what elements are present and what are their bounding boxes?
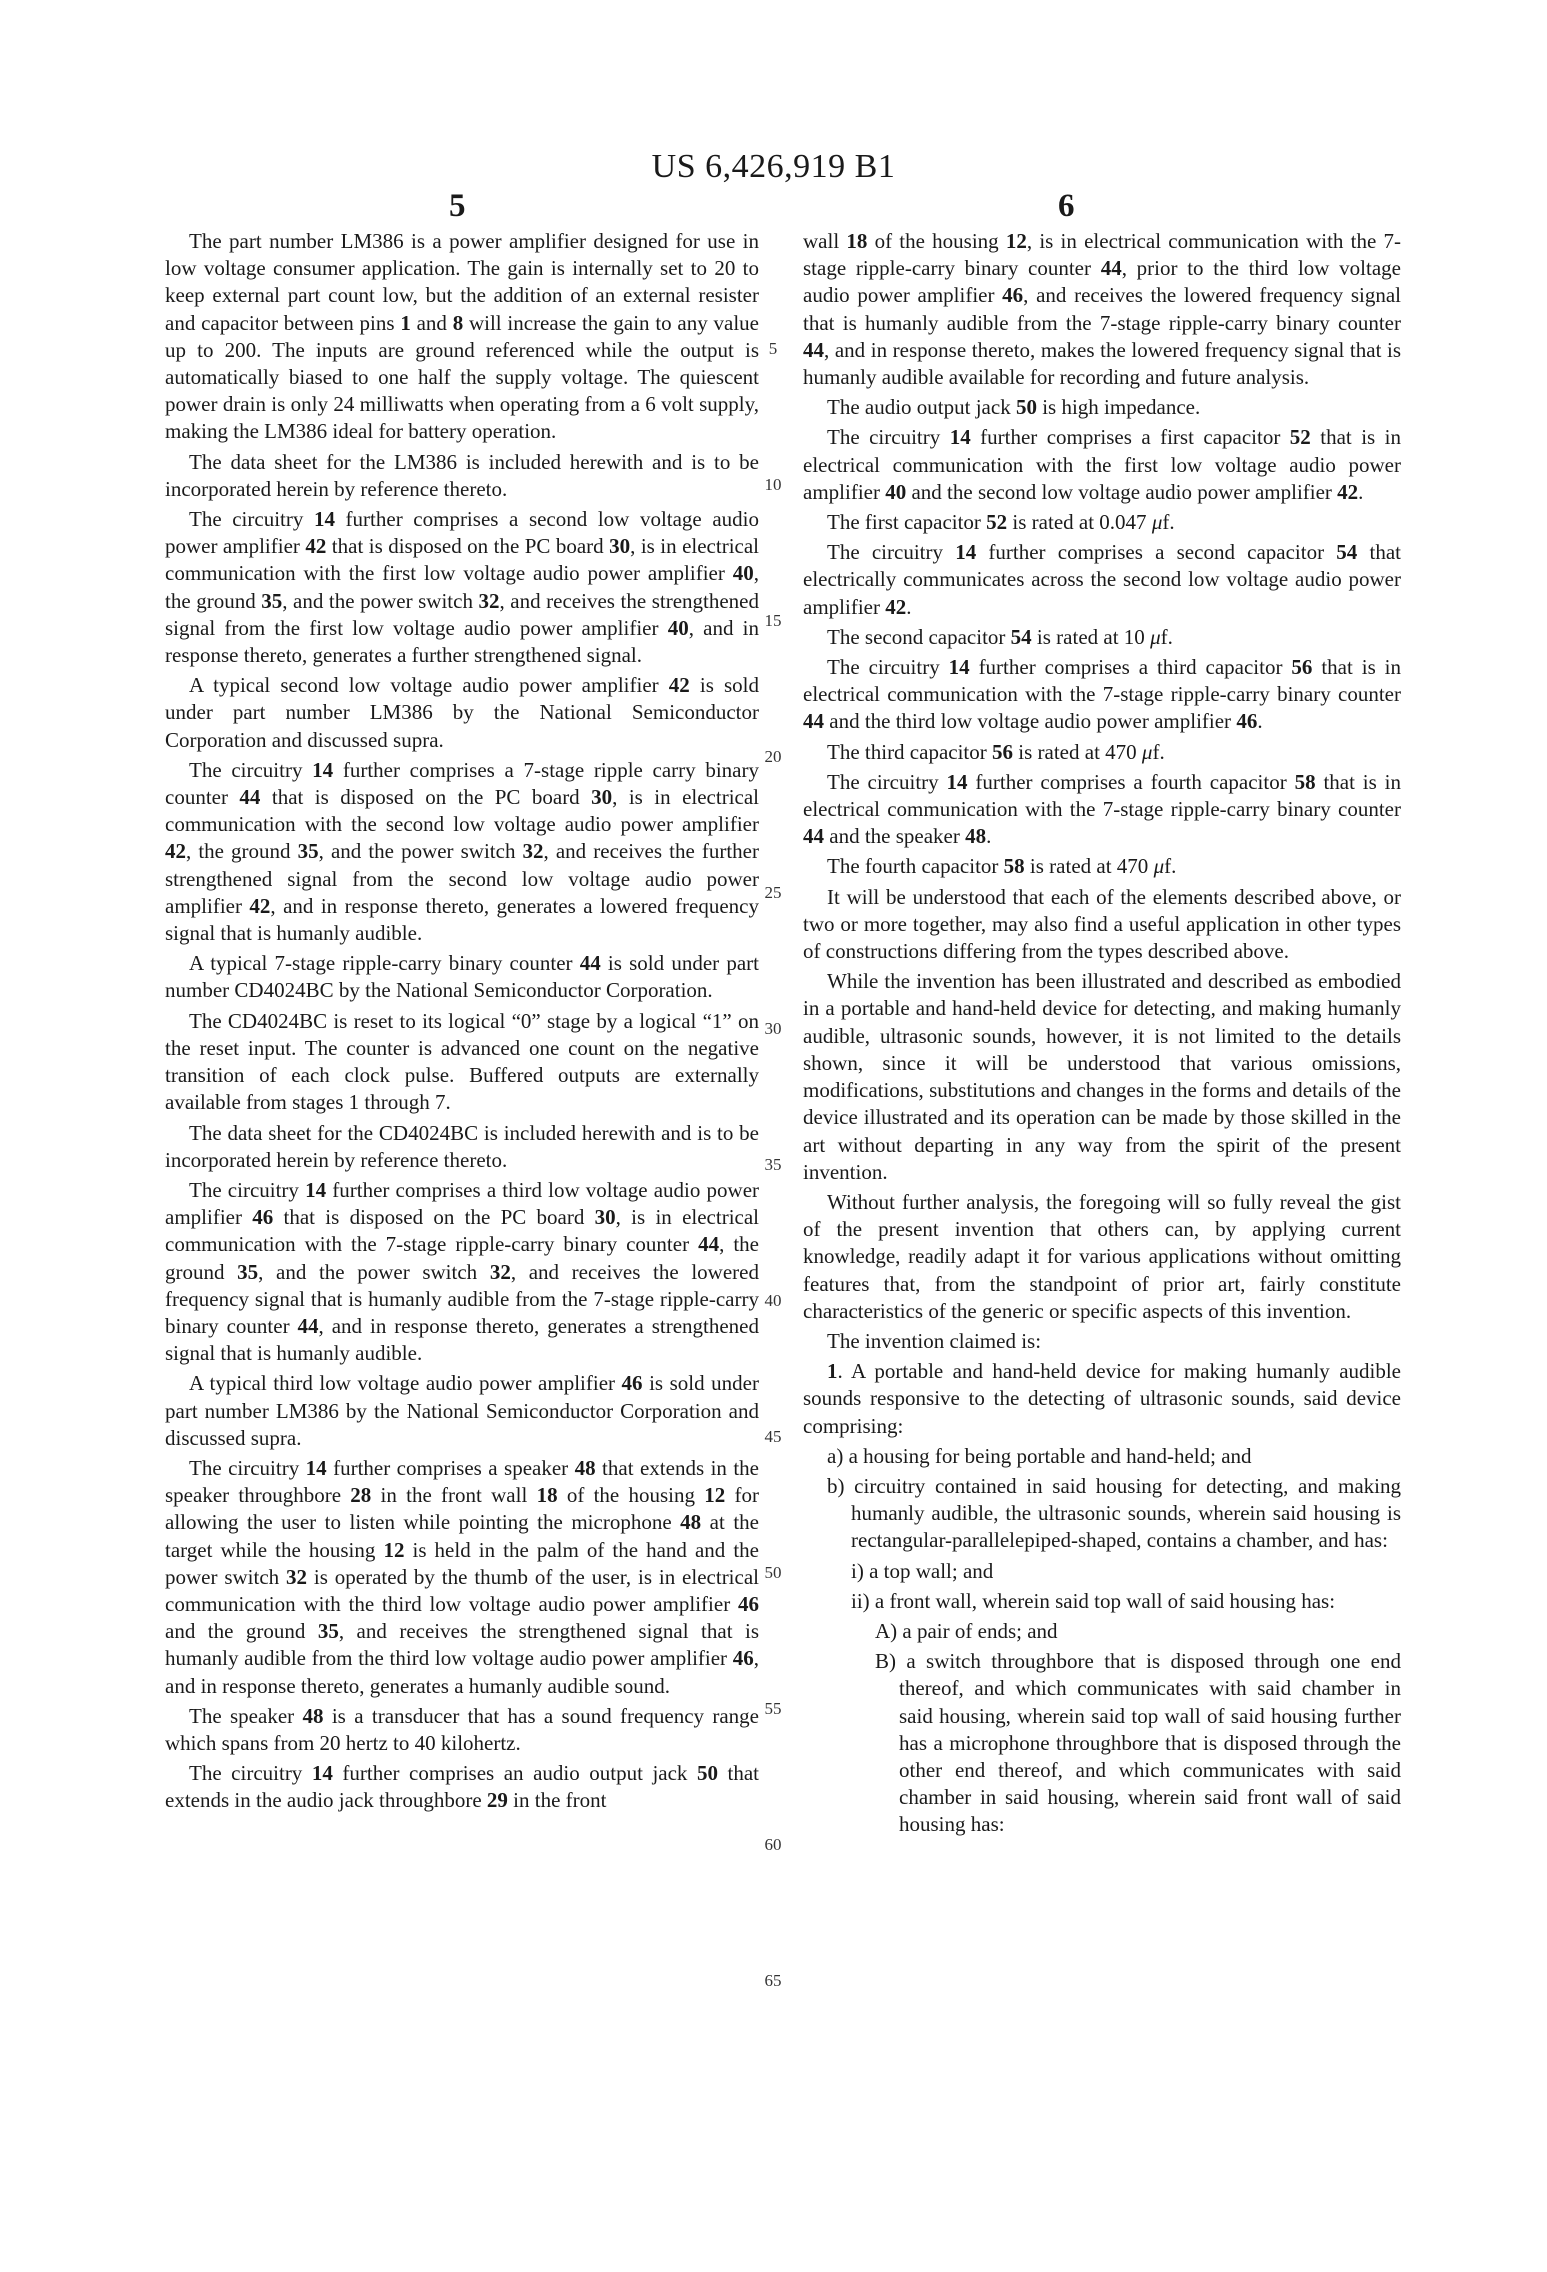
paragraph-r2: The audio output jack 50 is high impedance. [827,395,1201,420]
paragraph-p6: A typical 7-stage ripple-carry binary counter 44 is sold under part number CD4024BC by the National Semiconductor Corporation. [165,951,759,1003]
right-column [803,228,1401,1842]
paragraph-p7: The CD4024BC is reset to its logical “0” stage by a logical “1” on the reset input. The counter is advanced one count on the negative transition of each clock pulse. Buffered outputs are externally available from stages 1 through 7. [165,1008,759,1115]
paragraph-r10: The fourth capacitor 58 is rated at 470 μf. [827,854,1177,879]
left-column [165,228,759,1818]
paragraph-r14: The invention claimed is: [827,1328,1042,1353]
line-number: 60 [764,1834,782,1854]
paragraph-r9: The circuitry 14 further comprises a fourth capacitor 58 that is in electrical communication with the 7-stage ripple-carry binary counter 44 and the speaker 48. [803,769,1402,849]
paragraph-r15: 1. A portable and hand-held device for making humanly audible sounds responsive to the detecting of ultrasonic sounds, said device comprising: [803,1359,1401,1438]
line-number: 10 [764,474,782,494]
line-number: 25 [764,882,782,902]
paragraph-r4: The first capacitor 52 is rated at 0.047 μf. [827,510,1175,535]
line-number: 30 [764,1018,782,1038]
paragraph-r19: ii) a front wall, wherein said top wall of said housing has: [851,1588,1336,1613]
paragraph-r1: wall 18 of the housing 12, is in electrical communication with the 7-stage ripple-carry binary counter 44, prior to the third low voltage audio power amplifier 46, and receives the lowered frequency signal that is humanly audible from the 7-stage ripple-carry binary counter 44, and in response thereto, makes the lowered frequency signal that is humanly audible available for recording and future analysis. [803,229,1401,390]
paragraph-p4: A typical second low voltage audio power amplifier 42 is sold under part number LM386 by the National Semiconductor Corporation and discussed supra. [165,673,759,752]
paragraph-p8: The data sheet for the CD4024BC is included herewith and is to be incorporated herein by reference thereto. [165,1120,759,1172]
paragraph-r17: b) circuitry contained in said housing for detecting, and making humanly audible, the ultrasonic sounds, wherein said housing is rectangular-parallelepiped-shaped, contains a chamber, and has: [827,1473,1401,1553]
paragraph-r3: The circuitry 14 further comprises a first capacitor 52 that is in electrical communication with the first low voltage audio power amplifier 40 and the second low voltage audio power amplifier 42. [803,425,1401,504]
line-number: 50 [764,1562,782,1582]
paragraph-r20: A) a pair of ends; and [875,1618,1058,1643]
line-number: 5 [768,338,778,358]
line-number: 40 [764,1290,782,1310]
line-number: 65 [764,1970,782,1990]
paragraph-p3: The circuitry 14 further comprises a second low voltage audio power amplifier 42 that is disposed on the PC board 30, is in electrical communication with the first low voltage audio power amplifier 40, the ground 35, and the power switch 32, and receives the strengthened signal from the first low voltage audio power amplifier 40, and in response thereto, generates a further strengthened signal. [165,507,760,668]
paragraph-p2: The data sheet for the LM386 is included herewith and is to be incorporated herein by reference thereto. [165,449,759,501]
paragraph-p5: The circuitry 14 further comprises a 7-stage ripple carry binary counter 44 that is disposed on the PC board 30, is in electrical communication with the second low voltage audio power amplifier 42, the ground 35, and the power switch 32, and receives the further strengthened signal from the second low voltage audio power amplifier 42, and in response thereto, generates a lowered frequency signal that is humanly audible. [165,757,760,946]
paragraph-r16: a) a housing for being portable and hand-held; and [827,1443,1252,1468]
paragraph-p12: The speaker 48 is a transducer that has a sound frequency range which spans from 20 hertz to 40 kilohertz. [165,1703,759,1755]
line-number: 35 [764,1154,782,1174]
paragraph-p9: The circuitry 14 further comprises a third low voltage audio power amplifier 46 that is disposed on the PC board 30, is in electrical communication with the 7-stage ripple-carry binary counter 44, the ground 35, and the power switch 32, and receives the lowered frequency signal that is humanly audible from the 7-stage ripple-carry binary counter 44, and in response thereto, generates a strengthened signal that is humanly audible. [165,1177,760,1366]
paragraph-r8: The third capacitor 56 is rated at 470 μf. [827,739,1165,764]
line-number: 20 [764,746,782,766]
patent-number: US 6,426,919 B1 [651,148,896,185]
paragraph-p1: The part number LM386 is a power amplifier designed for use in low voltage consumer application. The gain is internally set to 20 to keep external part count low, but the addition of an external resister and capacitor between pins 1 and 8 will increase the gain to any value up to 200. The inputs are ground referenced while the output is automatically biased to one half the supply voltage. The quiescent power drain is only 24 milliwatts when operating from a 6 volt supply, making the LM386 ideal for battery operation. [165,229,759,444]
paragraph-r5: The circuitry 14 further comprises a second capacitor 54 that electrically communicates across the second low voltage audio power amplifier 42. [803,540,1401,619]
paragraph-r12: While the invention has been illustrated and described as embodied in a portable and hand-held device for detecting, and making humanly audible, ultrasonic sounds, however, it is not limited to the details shown, since it will be understood that various omissions, modifications, substitutions and changes in the forms and details of the device illustrated and its operation can be made by those skilled in the art without departing in any way from the spirit of the present invention. [803,969,1401,1184]
line-number: 55 [764,1698,782,1718]
paragraph-p13: The circuitry 14 further comprises an audio output jack 50 that extends in the audio jack throughbore 29 in the front [165,1761,759,1813]
paragraph-p11: The circuitry 14 further comprises a speaker 48 that extends in the speaker throughbore 28 in the front wall 18 of the housing 12 for allowing the user to listen while pointing the microphone 48 at the target while the housing 12 is held in the palm of the hand and the power switch 32 is operated by the thumb of the user, is in electrical communication with the third low voltage audio power amplifier 46 and the ground 35, and receives the strengthened signal that is humanly audible from the third low voltage audio power amplifier 46, and in response thereto, generates a humanly audible sound. [165,1455,759,1698]
paragraph-r7: The circuitry 14 further comprises a third capacitor 56 that is in electrical communication with the 7-stage ripple-carry binary counter 44 and the third low voltage audio power amplifier 46. [803,655,1402,734]
column-number-right: 6 [1058,188,1075,224]
paragraph-r6: The second capacitor 54 is rated at 10 μf. [827,624,1173,649]
line-number: 45 [764,1426,782,1446]
paragraph-r18: i) a top wall; and [851,1558,994,1583]
column-number-left: 5 [449,188,466,224]
paragraph-r11: It will be understood that each of the elements described above, or two or more together, may also find a useful application in other types of constructions differing from the types described above. [803,884,1401,964]
paragraph-r21: B) a switch throughbore that is disposed through one end thereof, and which communicates with said chamber in said housing, wherein said top wall of said housing further has a microphone throughbore that is disposed through the other end thereof, and which communicates with said chamber in said housing, wherein said front wall of said housing has: [875,1649,1401,1837]
paragraph-p10: A typical third low voltage audio power amplifier 46 is sold under part number LM386 by the National Semiconductor Corporation and discussed supra. [165,1371,759,1450]
line-number: 15 [764,610,782,630]
paragraph-r13: Without further analysis, the foregoing will so fully reveal the gist of the present invention that others can, by applying current knowledge, readily adapt it for various applications without omitting features that, from the standpoint of prior art, fairly constitute characteristics of the generic or specific aspects of this invention. [803,1189,1401,1323]
